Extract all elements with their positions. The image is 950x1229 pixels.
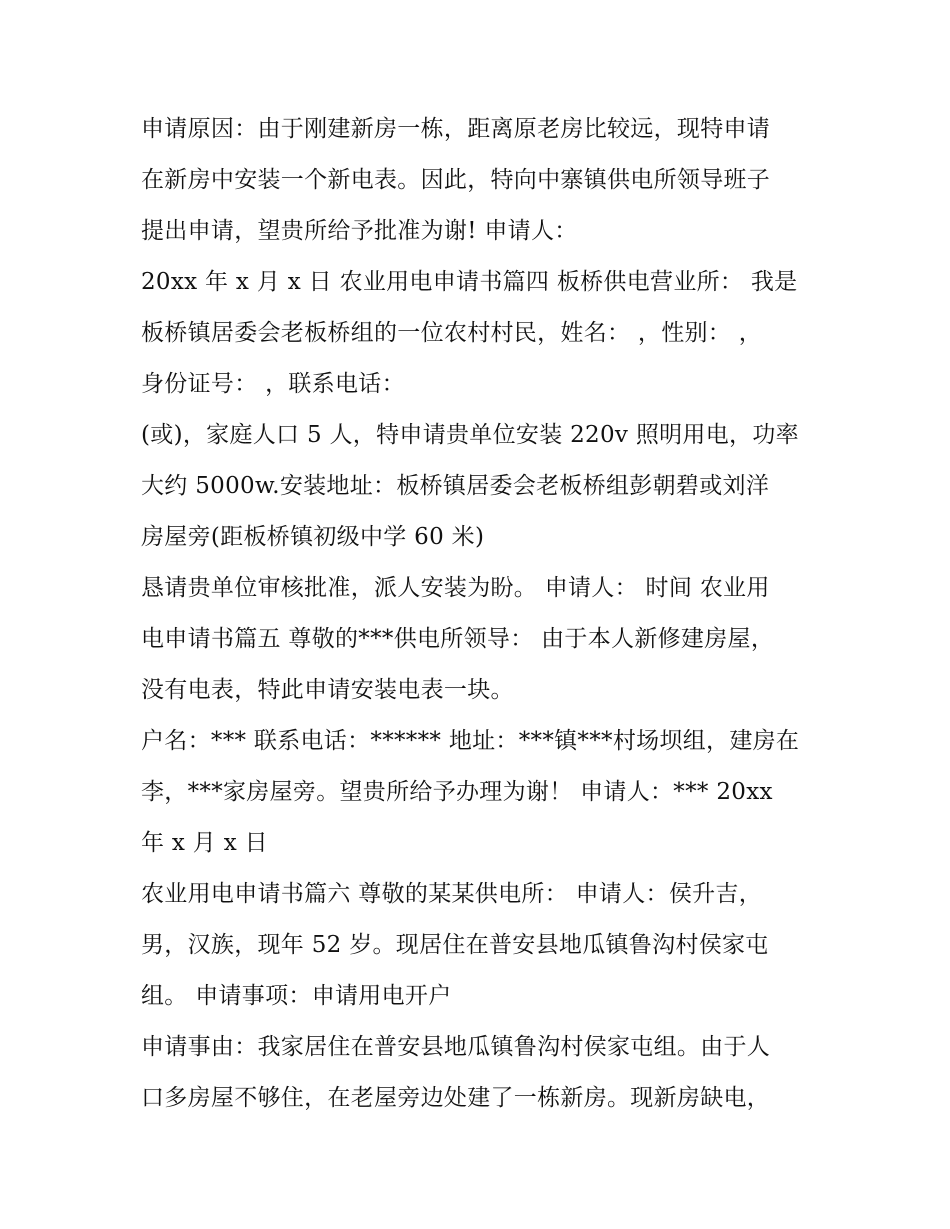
text-line: 男，汉族，现年 52 岁。现居住在普安县地瓜镇鲁沟村侯家屯 — [141, 932, 769, 958]
text-line: 农业用电申请书篇六 尊敬的某某供电所： 申请人：侯升吉， — [141, 881, 763, 907]
text-line: 在新房中安装一个新电表。因此，特向中寨镇供电所领导班子 — [141, 167, 771, 193]
text-line: 房屋旁(距板桥镇初级中学 60 米) — [141, 524, 485, 550]
text-line: 李，***家房屋旁。望贵所给予办理为谢！ 申请人：*** 20xx — [141, 779, 773, 805]
text-line: 提出申请，望贵所给予批准为谢! 申请人： — [141, 218, 578, 244]
text-line: 组。 申请事项：申请用电开户 — [141, 983, 452, 1009]
text-line: 申请事由：我家居住在普安县地瓜镇鲁沟村侯家屯组。由于人 — [141, 1034, 771, 1060]
text-line: (或)，家庭人口 5 人，特申请贵单位安装 220v 照明用电，功率 — [141, 422, 799, 448]
text-line: 申请原因：由于刚建新房一栋，距离原老房比较远，现特申请 — [141, 116, 771, 142]
document-body — [141, 104, 821, 1124]
text-line: 板桥镇居委会老板桥组的一位农村村民，姓名： ，性别： ， — [141, 320, 763, 346]
text-line: 没有电表，特此申请安装电表一块。 — [141, 677, 514, 703]
text-line: 身份证号： ，联系电话： — [141, 371, 405, 397]
text-line: 电申请书篇五 尊敬的***供电所领导： 由于本人新修建房屋， — [141, 626, 775, 652]
text-line: 年 x 月 x 日 — [141, 830, 268, 856]
text-line: 20xx 年 x 月 x 日 农业用电申请书篇四 板桥供电营业所： 我是 — [141, 269, 798, 295]
text-line: 恳请贵单位审核批准，派人安装为盼。 申请人： 时间 农业用 — [141, 575, 770, 601]
text-line: 大约 5000w.安装地址：板桥镇居委会老板桥组彭朝碧或刘洋 — [141, 473, 770, 499]
text-line: 口多房屋不够住，在老屋旁边处建了一栋新房。现新房缺电， — [141, 1085, 771, 1111]
text-line: 户名：*** 联系电话：****** 地址：***镇***村场坝组，建房在 — [141, 728, 800, 754]
